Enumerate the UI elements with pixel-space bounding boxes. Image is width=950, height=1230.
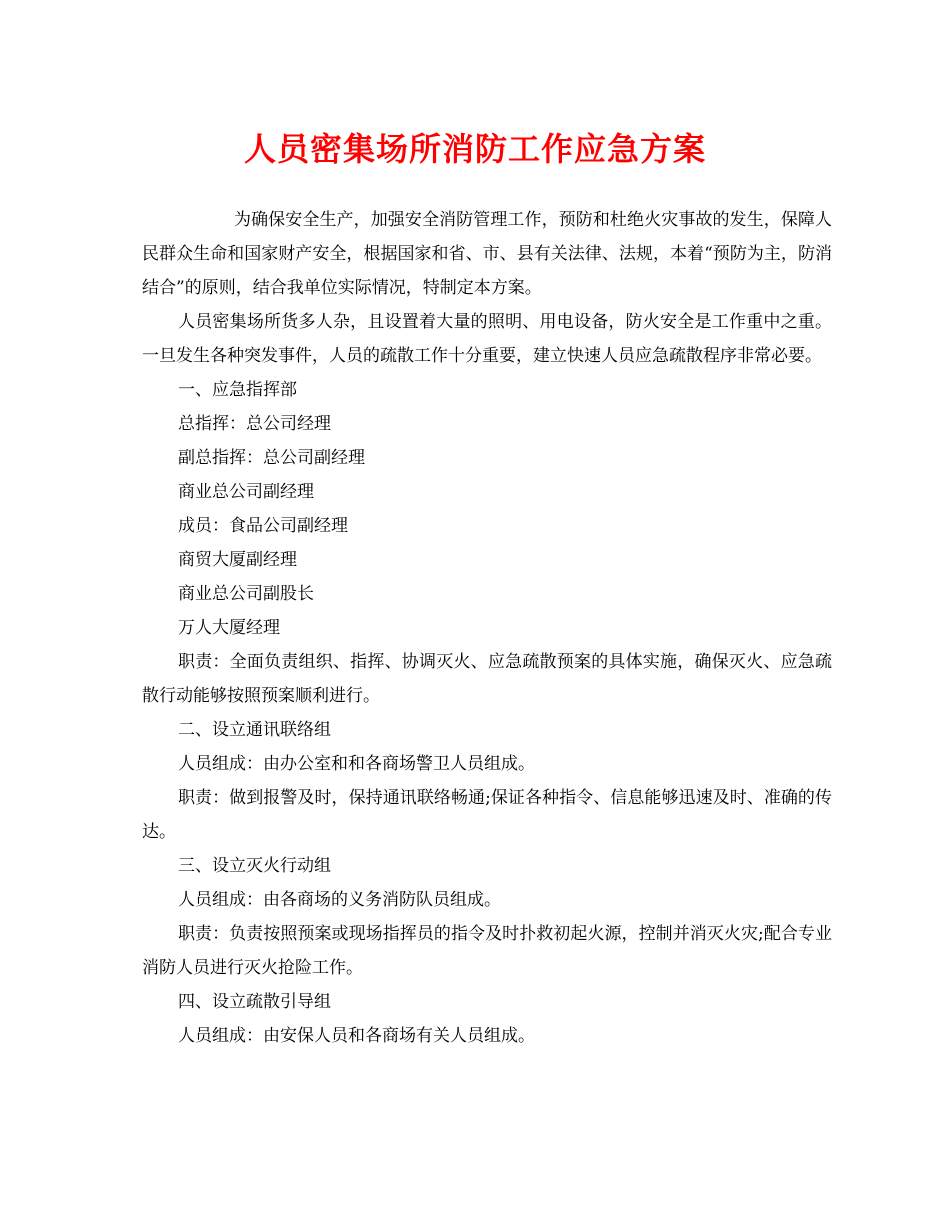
command-line: 商业总公司副经理: [178, 482, 314, 502]
command-line: 商业总公司副股长: [178, 584, 314, 604]
command-line: 万人大厦经理: [178, 618, 280, 638]
command-line: 总指挥：总公司经理: [178, 414, 331, 434]
paragraph-communication-duties: 职责：做到报警及时，保持通讯联络畅通;保证各种指令、信息能够迅速及时、准确的传达。: [142, 788, 832, 842]
paragraph-command-duties: 职责：全面负责组织、指挥、协调灭火、应急疏散预案的具体实施，确保灭火、应急疏散行动能够按照预案顺利进行。: [142, 652, 832, 706]
document-body: [142, 203, 832, 1053]
command-line: 副总指挥：总公司副经理: [178, 448, 365, 468]
command-line: 商贸大厦副经理: [178, 550, 297, 570]
paragraph-background: 人员密集场所货多人杂，且设置着大量的照明、用电设备，防火安全是工作重中之重。一旦发生各种突发事件，人员的疏散工作十分重要，建立快速人员应急疏散程序非常必要。: [142, 312, 832, 366]
paragraph-intro: 为确保安全生产，加强安全消防管理工作，预防和杜绝火灾事故的发生，保障人民群众生命和国家财产安全，根据国家和省、市、县有关法律、法规，本着“预防为主，防消结合”的原则，结合我单位实际情况，特制定本方案。: [142, 210, 832, 298]
section-heading-firefighting: 三、设立灭火行动组: [178, 856, 331, 876]
paragraph-communication-members: 人员组成：由办公室和和各商场警卫人员组成。: [178, 754, 535, 774]
paragraph-firefighting-members: 人员组成：由各商场的义务消防队员组成。: [178, 890, 501, 910]
paragraph-evacuation-members: 人员组成：由安保人员和各商场有关人员组成。: [178, 1026, 535, 1046]
section-heading-command: 一、应急指挥部: [178, 380, 297, 400]
document-title: 人员密集场所消防工作应急方案: [243, 130, 706, 168]
command-line: 成员：食品公司副经理: [178, 516, 348, 536]
section-heading-communication: 二、设立通讯联络组: [178, 720, 331, 740]
paragraph-firefighting-duties: 职责：负责按照预案或现场指挥员的指令及时扑救初起火源，控制并消灭火灾;配合专业消防人员进行灭火抢险工作。: [142, 924, 832, 978]
section-heading-evacuation: 四、设立疏散引导组: [178, 992, 331, 1012]
